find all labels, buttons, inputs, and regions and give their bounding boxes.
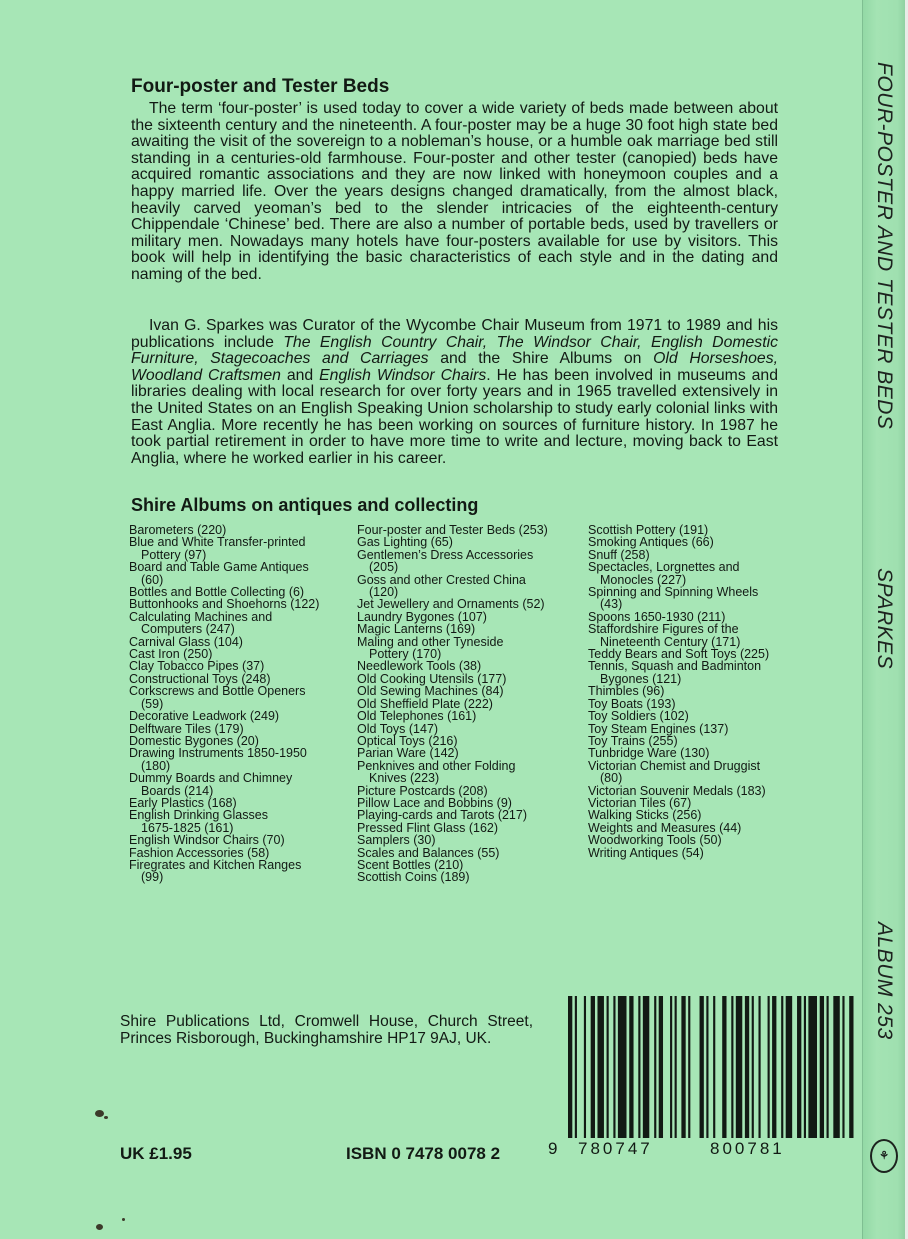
album-title-continuation: Boards (214)	[141, 783, 214, 798]
barcode-bar	[827, 996, 829, 1138]
album-title-continuation: (80)	[600, 771, 623, 786]
album-title: Tunbridge Ware (130)	[588, 746, 710, 761]
spine-album-number: ALBUM 253	[873, 922, 896, 1040]
barcode-bar	[584, 996, 586, 1138]
barcode-bar	[786, 996, 792, 1138]
barcode-bar	[758, 996, 760, 1138]
barcode-bar	[670, 996, 672, 1138]
stain-mark	[95, 1110, 104, 1117]
album-title-continuation: 1675-1825 (161)	[141, 820, 234, 835]
barcode-bar	[629, 996, 633, 1138]
album-title: Thimbles (96)	[588, 684, 665, 699]
albums-list-column-3	[588, 524, 818, 859]
album-title: Old Sheffield Plate (222)	[357, 696, 493, 711]
album-title-continuation: (59)	[141, 696, 164, 711]
barcode-bar	[752, 996, 754, 1138]
bio-text: Ivan G. Sparkes was Curator of the Wycombe Chair Museum from 1971 to 1989 and his publications include	[131, 317, 778, 351]
barcode-bar	[808, 996, 817, 1138]
album-list-item	[357, 760, 579, 785]
album-title: Pillow Lace and Bobbins (9)	[357, 795, 512, 810]
album-title-continuation: Pottery (97)	[141, 547, 207, 562]
album-title: Early Plastics (168)	[129, 795, 237, 810]
barcode-bar	[745, 996, 749, 1138]
album-title: Pressed Flint Glass (162)	[357, 820, 499, 835]
album-list-item	[129, 685, 351, 710]
album-title: Gas Lighting (65)	[357, 535, 453, 550]
barcode-bar	[597, 996, 603, 1138]
barcode-bar	[681, 996, 685, 1138]
album-list-item	[588, 660, 818, 685]
album-title-continuation: Pottery (170)	[369, 647, 442, 662]
album-title: Needlework Tools (38)	[357, 659, 482, 674]
shire-logo-icon: ⚘	[870, 1139, 898, 1173]
album-title-continuation: Knives (223)	[369, 771, 440, 786]
barcode-bar	[713, 996, 715, 1138]
album-title: Optical Toys (216)	[357, 733, 458, 748]
album-title: Victorian Chemist and Druggist	[588, 758, 761, 773]
album-title: Teddy Bears and Soft Toys (225)	[588, 647, 770, 662]
bio-book-titles: English Windsor Chairs	[319, 366, 487, 384]
stain-mark	[96, 1224, 103, 1230]
album-title: Drawing Instruments 1850-1950	[129, 746, 307, 761]
album-title: Toy Steam Engines (137)	[588, 721, 729, 736]
album-title: Decorative Leadwork (249)	[129, 709, 280, 724]
album-list-item	[357, 871, 579, 883]
album-title: Goss and other Crested China	[357, 572, 526, 587]
album-title: Cast Iron (250)	[129, 647, 213, 662]
album-list-item	[588, 847, 818, 859]
barcode-left-group: 780747	[578, 1139, 653, 1158]
album-title: Old Sewing Machines (84)	[357, 684, 504, 699]
album-title: Carnival Glass (104)	[129, 634, 243, 649]
album-title: Scent Bottles (210)	[357, 857, 464, 872]
barcode-bar	[849, 996, 853, 1138]
album-title: Old Toys (147)	[357, 721, 439, 736]
album-title: Maling and other Tyneside	[357, 634, 504, 649]
album-title: Parian Ware (142)	[357, 746, 459, 761]
album-title: Smoking Antiques (66)	[588, 535, 714, 550]
barcode-bar	[568, 996, 572, 1138]
album-title: Scottish Coins (189)	[357, 870, 470, 885]
album-list-item	[357, 549, 579, 574]
album-list-item	[588, 623, 818, 648]
album-list-item	[129, 747, 351, 772]
album-title: Old Cooking Utensils (177)	[357, 671, 507, 686]
album-title: Spoons 1650-1930 (211)	[588, 609, 726, 624]
album-title: Toy Trains (255)	[588, 733, 678, 748]
album-list-item	[129, 611, 351, 636]
album-title: Board and Table Game Antiques	[129, 560, 309, 575]
album-list-item	[129, 772, 351, 797]
barcode-bar	[731, 996, 733, 1138]
album-title: Staffordshire Figures of the	[588, 622, 739, 637]
bio-text: and	[280, 366, 320, 384]
album-title: Playing-cards and Tarots (217)	[357, 808, 527, 823]
stain-mark	[122, 1218, 125, 1221]
albums-list-column-2	[357, 524, 579, 884]
album-title-continuation: Monocles (227)	[600, 572, 687, 587]
album-title: Magic Lanterns (169)	[357, 622, 476, 637]
barcode-first-digit: 9	[548, 1139, 561, 1158]
album-title: Domestic Bygones (20)	[129, 733, 259, 748]
album-title: Delftware Tiles (179)	[129, 721, 244, 736]
price-label: UK £1.95	[120, 1144, 192, 1163]
album-list-item	[129, 809, 351, 834]
album-title-continuation: (180)	[141, 758, 171, 773]
album-title: Victorian Tiles (67)	[588, 795, 692, 810]
barcode-bar	[722, 996, 726, 1138]
album-title-continuation: Bygones (121)	[600, 671, 682, 686]
barcode-bar	[820, 996, 824, 1138]
bio-book-titles: Old Horseshoes, Woodland Craftsmen	[131, 350, 778, 384]
barcode-bar	[643, 996, 649, 1138]
album-title: Snuff (258)	[588, 547, 650, 562]
albums-list-column-1	[129, 524, 351, 884]
blurb-paragraph: The term ‘four-poster’ is used today to cover a wide variety of beds made between about the sixteenth century and the nineteenth. A four-poster may be a huge 30 foot high state bed awaiting the visit of the sovereign to a nobleman’s house, or a humble oak marriage bed still standing in a centuries-old farmhouse. Four-poster and other tester (canopied) beds have acquired romantic associations and they are now linked with honeymoon couples and a happy married life. Over the years designs changed dramatically, from the almost black, heavily carved yeoman’s bed to the slender intricacies of the eighteenth-century Chippendale ‘Chinese’ bed. There are also a number of portable beds, used by travellers or military men. Nowadays many hotels have four-posters available for use by visitors. This book will help in identifying the basic characteristics of each style and in the dating and naming of the bed.	[131, 100, 778, 283]
barcode-bar	[772, 996, 776, 1138]
barcode-bar	[659, 996, 663, 1138]
album-title: Weights and Measures (44)	[588, 820, 742, 835]
album-title: Barometers (220)	[129, 523, 227, 537]
album-title: Spectacles, Lorgnettes and	[588, 560, 740, 575]
album-title: Jet Jewellery and Ornaments (52)	[357, 597, 545, 612]
album-title: Writing Antiques (54)	[588, 845, 704, 860]
album-title: Victorian Souvenir Medals (183)	[588, 783, 766, 798]
barcode-bar	[736, 996, 742, 1138]
album-list-item	[129, 859, 351, 884]
album-title: Scales and Balances (55)	[357, 845, 500, 860]
barcode-bar	[706, 996, 708, 1138]
album-title: Gentlemen’s Dress Accessories	[357, 547, 534, 562]
album-title: Corkscrews and Bottle Openers	[129, 684, 306, 699]
album-title-continuation: (99)	[141, 870, 164, 885]
barcode-bar	[591, 996, 595, 1138]
album-list-item	[588, 760, 818, 785]
album-title: Tennis, Squash and Badminton	[588, 659, 762, 674]
album-list-item	[129, 536, 351, 561]
barcode-bar	[781, 996, 783, 1138]
barcode-bar	[833, 996, 839, 1138]
barcode-bar	[675, 996, 677, 1138]
spine-author: SPARKES	[873, 568, 896, 670]
album-title-continuation: Computers (247)	[141, 622, 235, 637]
album-title: Fashion Accessories (58)	[129, 845, 270, 860]
album-title: Calculating Machines and	[129, 609, 273, 624]
barcode-bar	[700, 996, 704, 1138]
album-title-continuation: (205)	[369, 560, 399, 575]
album-title: Toy Boats (193)	[588, 696, 676, 711]
bio-book-titles: The English Country Chair, The Windsor Chair, English Domestic Furniture, Stagecoaches and Carriages	[131, 333, 778, 368]
albums-heading: Shire Albums on antiques and collecting	[131, 495, 479, 515]
album-title: Dummy Boards and Chimney	[129, 771, 293, 786]
album-title: Picture Postcards (208)	[357, 783, 488, 798]
barcode-bar	[613, 996, 615, 1138]
stain-mark	[104, 1116, 108, 1119]
album-title: Constructional Toys (248)	[129, 671, 271, 686]
album-title: Toy Soldiers (102)	[588, 709, 689, 724]
album-title: Scottish Pottery (191)	[588, 523, 709, 537]
barcode-bar	[842, 996, 844, 1138]
barcode-bar	[797, 996, 801, 1138]
barcode-bar	[575, 996, 577, 1138]
barcode-bar	[638, 996, 640, 1138]
album-title: Walking Sticks (256)	[588, 808, 702, 823]
barcode-bar	[688, 996, 690, 1138]
spine-title: FOUR-POSTER AND TESTER BEDS	[873, 62, 896, 430]
album-title: Penknives and other Folding	[357, 758, 516, 773]
album-title: Bottles and Bottle Collecting (6)	[129, 585, 305, 600]
album-title: Samplers (30)	[357, 833, 436, 848]
barcode-bar	[768, 996, 770, 1138]
book-title-heading: Four-poster and Tester Beds	[131, 76, 390, 97]
album-title: Firegrates and Kitchen Ranges	[129, 857, 302, 872]
barcode-bar	[618, 996, 627, 1138]
album-title-continuation: (60)	[141, 572, 164, 587]
author-bio-paragraph	[131, 318, 778, 467]
album-list-item	[588, 586, 818, 611]
album-title: Blue and White Transfer-printed	[129, 535, 306, 550]
bio-text: . He has been involved in museums and libraries dealing with local research for over forty years and in 1965 travelled extensively in the United States on an English Speaking Union scholarship to study early colonial links with East Anglia. More recently he has been working on sources of furniture history. In 1987 he took partial retirement in order to have more time to write and lecture, moving back to East Anglia, where he worked earlier in his career.	[131, 366, 778, 467]
album-title: Spinning and Spinning Wheels	[588, 585, 759, 600]
album-list-item	[129, 561, 351, 586]
album-list-item	[357, 574, 579, 599]
isbn-label: ISBN 0 7478 0078 2	[346, 1144, 501, 1163]
barcode-bar	[654, 996, 656, 1138]
barcode-bar	[607, 996, 609, 1138]
album-list-item	[357, 636, 579, 661]
bio-text: and the Shire Albums on	[428, 350, 654, 368]
barcode-right-group: 800781	[710, 1139, 785, 1158]
album-title: Buttonhooks and Shoehorns (122)	[129, 597, 320, 612]
album-title-continuation: (120)	[369, 585, 399, 600]
album-title: English Windsor Chairs (70)	[129, 833, 285, 848]
album-title: Clay Tobacco Pipes (37)	[129, 659, 265, 674]
barcode-bar	[804, 996, 806, 1138]
album-title: Old Telephones (161)	[357, 709, 477, 724]
album-title: English Drinking Glasses	[129, 808, 268, 823]
album-title: Woodworking Tools (50)	[588, 833, 722, 848]
album-title-continuation: (43)	[600, 597, 623, 612]
album-title: Laundry Bygones (107)	[357, 609, 487, 624]
album-title-continuation: Nineteenth Century (171)	[600, 634, 741, 649]
album-list-item	[588, 561, 818, 586]
barcode	[568, 996, 856, 1138]
album-title: Four-poster and Tester Beds (253)	[357, 523, 548, 537]
publisher-address: Shire Publications Ltd, Cromwell House, Church Street, Princes Risborough, Buckinghamshire HP17 9AJ, UK.	[120, 1013, 533, 1047]
